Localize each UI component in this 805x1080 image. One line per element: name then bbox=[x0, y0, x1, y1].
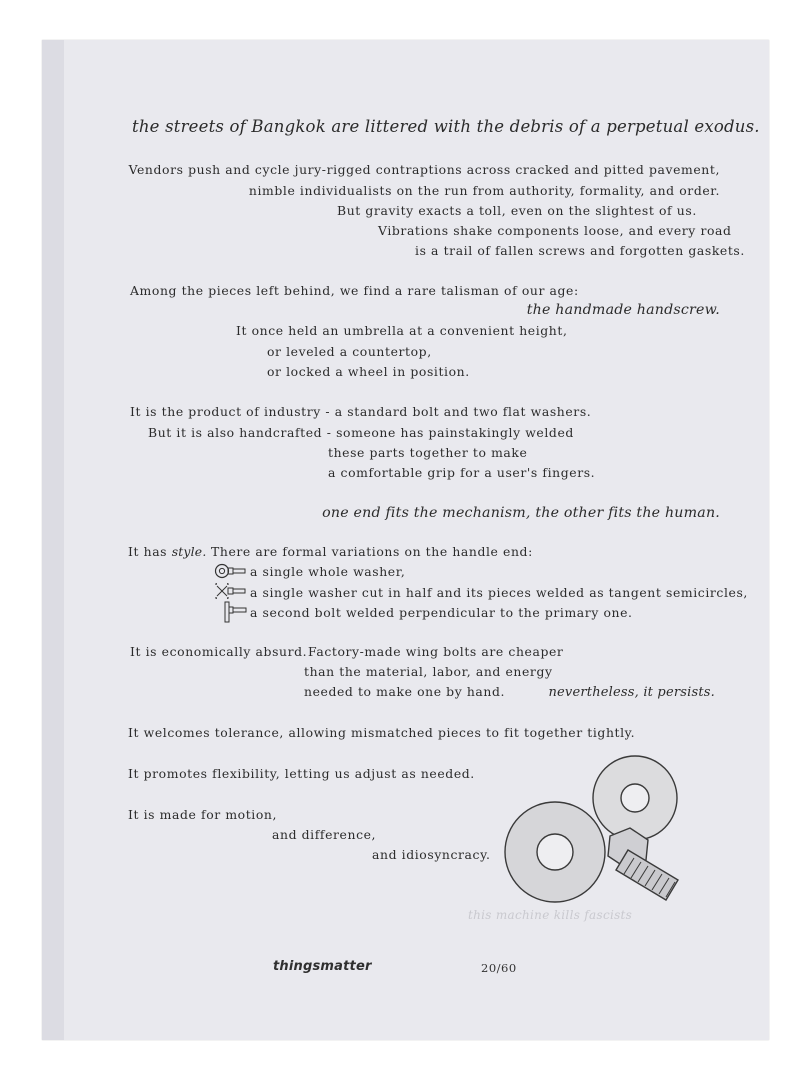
p3-line-2: But it is also handcrafted - someone has painstakingly welded bbox=[148, 425, 574, 440]
p9-line-1: It is made for motion, bbox=[128, 807, 278, 822]
p2-emphasis: the handmade handscrew. bbox=[526, 302, 720, 318]
heading: the streets of Bangkok are littered with the debris of a perpetual exodus. bbox=[132, 117, 760, 136]
p6-emphasis: nevertheless, it persists. bbox=[548, 685, 715, 700]
p7-text: It welcomes tolerance, allowing mismatched pieces to fit together tightly. bbox=[128, 725, 636, 740]
p3-line-4: a comfortable grip for a user's fingers. bbox=[328, 465, 596, 480]
p3-line-1: It is the product of industry - a standard bolt and two flat washers. bbox=[130, 404, 592, 419]
handscrew-illustration bbox=[500, 748, 700, 923]
variation-2-text: a single washer cut in half and its pieces welded as tangent semicircles, bbox=[250, 585, 748, 600]
p6-line-4: needed to make one by hand. bbox=[304, 684, 506, 699]
p5-style-word: style. bbox=[171, 544, 207, 559]
brand-logo: thingsmatter bbox=[273, 959, 372, 974]
variation-1-text: a single whole washer, bbox=[250, 564, 406, 579]
p1-line-5: is a trail of fallen screws and forgotten gaskets. bbox=[415, 243, 745, 258]
page-shadow-edge bbox=[42, 40, 64, 1040]
p6-line-3: than the material, labor, and energy bbox=[304, 664, 553, 679]
p5-intro bbox=[128, 544, 533, 559]
p1-line-1: Vendors push and cycle jury-rigged contraptions across cracked and pitted pavement, bbox=[128, 162, 720, 177]
p3-line-3: these parts together to make bbox=[328, 445, 528, 460]
p9-line-2: and difference, bbox=[272, 827, 377, 842]
p4-emphasis: one end fits the mechanism, the other fits the human. bbox=[322, 505, 720, 521]
p2-line-3: It once held an umbrella at a convenient height, bbox=[236, 323, 568, 338]
p2-line-1: Among the pieces left behind, we find a rare talisman of our age: bbox=[130, 283, 579, 298]
split-washer-bolt-icon bbox=[214, 583, 248, 599]
p5-intro-a: It has bbox=[128, 544, 172, 559]
p1-line-3: But gravity exacts a toll, even on the slightest of us. bbox=[337, 203, 697, 218]
page-number: 20/60 bbox=[481, 961, 517, 975]
p2-line-4: or leveled a countertop, bbox=[267, 344, 432, 359]
p1-line-2: nimble individualists on the run from authority, formality, and order. bbox=[248, 183, 720, 198]
t-bolt-icon bbox=[222, 601, 248, 623]
p6-line-1: It is economically absurd. bbox=[130, 644, 308, 659]
p9-line-3: and idiosyncracy. bbox=[372, 847, 491, 862]
p1-line-4: Vibrations shake components loose, and every road bbox=[378, 223, 732, 238]
p8-text: It promotes flexibility, letting us adjust as needed. bbox=[128, 766, 475, 781]
faint-caption: this machine kills fascists bbox=[468, 908, 633, 922]
p2-line-5: or locked a wheel in position. bbox=[267, 364, 470, 379]
washer-bolt-icon bbox=[214, 563, 248, 579]
variation-3-text: a second bolt welded perpendicular to the primary one. bbox=[250, 605, 633, 620]
p6-line-2: Factory-made wing bolts are cheaper bbox=[308, 644, 564, 659]
p5-intro-b: There are formal variations on the handle end: bbox=[206, 544, 533, 559]
